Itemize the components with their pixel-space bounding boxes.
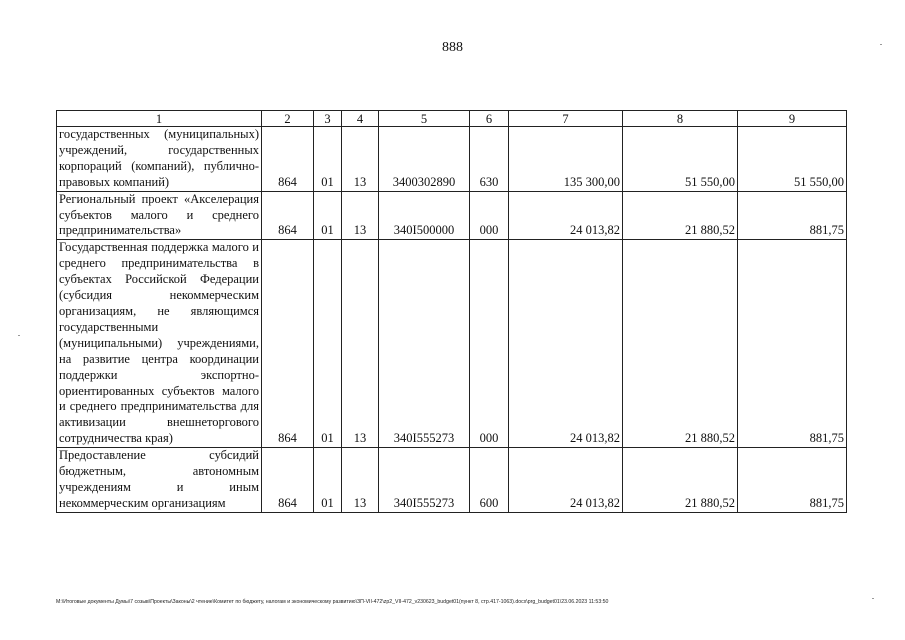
cell-amount-8: 51 550,00 bbox=[623, 127, 738, 192]
col-header-2: 2 bbox=[262, 111, 314, 127]
col-header-9: 9 bbox=[738, 111, 847, 127]
table-row bbox=[57, 240, 847, 448]
document-path-footer: М:\Итоговые документы Думы\7 созыв\Проекты\Законы\2 чтение\Комитет по бюджету, налогам и экономическому развитию\ЗП-VII-472\zp2_VII-472_v230623_budget01(пункт 8, стр.417-1063).docx\prg_budget01\23.06.2023 11:53:50 bbox=[56, 599, 609, 605]
cell-target-code: 3400302890 bbox=[379, 127, 470, 192]
cell-section: 01 bbox=[314, 191, 342, 240]
scan-speck bbox=[880, 44, 882, 45]
col-header-3: 3 bbox=[314, 111, 342, 127]
col-header-6: 6 bbox=[470, 111, 509, 127]
col-header-7: 7 bbox=[509, 111, 623, 127]
cell-expense-type: 000 bbox=[470, 191, 509, 240]
row-description: Предоставление субсидий бюджетным, автономным учреждениям и иным некоммерческим организациям bbox=[57, 448, 262, 513]
budget-table bbox=[56, 110, 847, 513]
cell-subsection: 13 bbox=[342, 240, 379, 448]
cell-amount-9: 881,75 bbox=[738, 448, 847, 513]
cell-subsection: 13 bbox=[342, 191, 379, 240]
cell-target-code: 340I500000 bbox=[379, 191, 470, 240]
cell-target-code: 340I555273 bbox=[379, 448, 470, 513]
cell-amount-8: 21 880,52 bbox=[623, 191, 738, 240]
table-row bbox=[57, 448, 847, 513]
col-header-1: 1 bbox=[57, 111, 262, 127]
cell-amount-8: 21 880,52 bbox=[623, 448, 738, 513]
cell-section: 01 bbox=[314, 127, 342, 192]
cell-amount-9: 51 550,00 bbox=[738, 127, 847, 192]
col-header-4: 4 bbox=[342, 111, 379, 127]
cell-expense-type: 600 bbox=[470, 448, 509, 513]
col-header-5: 5 bbox=[379, 111, 470, 127]
cell-amount-9: 881,75 bbox=[738, 240, 847, 448]
row-description: Государственная поддержка малого и среднего предпринимательства в субъектах Российской Федерации (субсидия некоммерческим организациям, не являющимся государственными (муниципальными) учреждениями, на развитие центра координации поддержки экспортно-ориентированных субъектов малого и среднего предпринимательства для активизации внешнеторгового сотрудничества края) bbox=[57, 240, 262, 448]
cell-expense-type: 630 bbox=[470, 127, 509, 192]
cell-amount-7: 24 013,82 bbox=[509, 240, 623, 448]
cell-subsection: 13 bbox=[342, 448, 379, 513]
scan-speck bbox=[18, 335, 20, 336]
scan-speck bbox=[872, 598, 874, 599]
cell-amount-8: 21 880,52 bbox=[623, 240, 738, 448]
cell-amount-7: 135 300,00 bbox=[509, 127, 623, 192]
page-number: 888 bbox=[442, 40, 463, 55]
col-header-8: 8 bbox=[623, 111, 738, 127]
cell-amount-9: 881,75 bbox=[738, 191, 847, 240]
cell-target-code: 340I555273 bbox=[379, 240, 470, 448]
cell-section: 01 bbox=[314, 240, 342, 448]
table-row bbox=[57, 191, 847, 240]
row-description: государственных (муниципальных) учреждений, государственных корпораций (компаний), публично-правовых компаний) bbox=[57, 127, 262, 192]
cell-section: 01 bbox=[314, 448, 342, 513]
header-row bbox=[57, 111, 847, 127]
cell-ministry-code: 864 bbox=[262, 448, 314, 513]
cell-expense-type: 000 bbox=[470, 240, 509, 448]
cell-ministry-code: 864 bbox=[262, 240, 314, 448]
cell-amount-7: 24 013,82 bbox=[509, 448, 623, 513]
cell-subsection: 13 bbox=[342, 127, 379, 192]
cell-amount-7: 24 013,82 bbox=[509, 191, 623, 240]
cell-ministry-code: 864 bbox=[262, 191, 314, 240]
table-row bbox=[57, 127, 847, 192]
cell-ministry-code: 864 bbox=[262, 127, 314, 192]
row-description: Региональный проект «Акселерация субъектов малого и среднего предпринимательства» bbox=[57, 191, 262, 240]
